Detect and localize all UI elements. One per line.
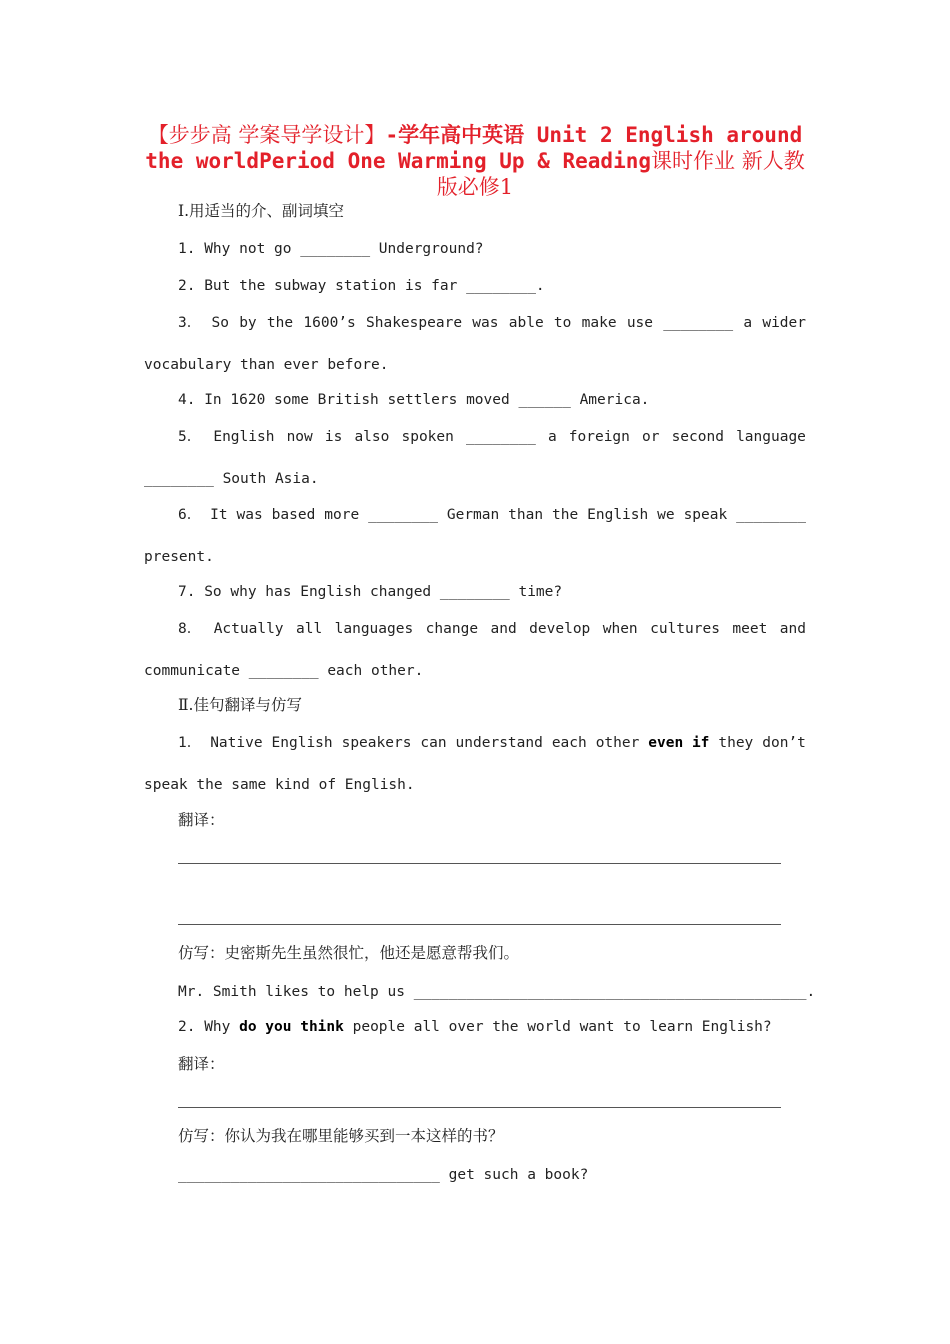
word: able — [508, 315, 544, 331]
word: the — [552, 507, 579, 523]
word: was — [472, 315, 499, 331]
word: spoken — [401, 429, 454, 445]
word: a — [743, 315, 753, 331]
word: languages — [334, 621, 414, 637]
word: wider — [762, 315, 806, 331]
word: also — [354, 429, 390, 445]
word: 1600’s — [303, 315, 356, 331]
answer-line — [178, 863, 781, 864]
word: Actually — [213, 621, 284, 637]
word: English — [587, 507, 649, 523]
question-1: 1. Why not go ________ Underground? — [178, 241, 484, 257]
question-8-line-1 — [178, 619, 806, 639]
word: language — [736, 429, 806, 445]
imitate-prompt-1: 仿写：史密斯先生虽然很忙，他还是愿意帮我们。 — [178, 944, 520, 962]
word: make — [581, 315, 617, 331]
word: foreign — [568, 429, 630, 445]
word: more — [324, 507, 360, 523]
question-3-line-2: vocabulary than ever before. — [144, 357, 389, 373]
sentence-2-post: people all over the world want to learn English? — [343, 1019, 772, 1035]
question-3-line-1 — [178, 313, 806, 333]
word: 8． — [178, 621, 202, 637]
question-6-line-2: present. — [144, 549, 214, 565]
word: now — [286, 429, 313, 445]
word: 1． — [178, 735, 202, 751]
word: and — [779, 621, 806, 637]
word: 5． — [178, 429, 202, 445]
word: by — [239, 315, 257, 331]
imitate-answer-2: ______________________________ get such a book? — [178, 1167, 589, 1183]
word: or — [642, 429, 660, 445]
word: 3． — [178, 315, 202, 331]
question-5-line-1 — [178, 427, 806, 447]
word: than — [508, 507, 544, 523]
word: a — [547, 429, 557, 445]
word: all — [295, 621, 323, 637]
question-2: 2. But the subway station is far ________. — [178, 278, 545, 294]
sentence-1-line-1 — [178, 733, 806, 753]
sentence-2 — [178, 1017, 772, 1037]
word: each — [551, 735, 587, 751]
word: use — [626, 315, 654, 331]
word: based — [271, 507, 316, 523]
bold-phrase: even if — [648, 735, 710, 751]
imitate-prompt-2: 仿写：你认为我在哪里能够买到一本这样的书？ — [178, 1127, 504, 1145]
title-part-2: -学年高中英语 Unit 2 English around the worldPeriod One Warming Up & Reading — [145, 123, 803, 173]
word: don’t — [762, 735, 806, 751]
document-title — [140, 122, 810, 200]
word: English — [271, 735, 333, 751]
word: speakers — [341, 735, 412, 751]
translate-label-1: 翻译： — [178, 811, 225, 829]
word: develop — [529, 621, 591, 637]
word: was — [236, 507, 263, 523]
sentence-1-line-2: speak the same kind of English. — [144, 777, 415, 793]
word: can — [420, 735, 447, 751]
word: Native — [210, 735, 263, 751]
blank: ________ — [465, 429, 536, 445]
word: is — [324, 429, 343, 445]
word: cultures — [650, 621, 720, 637]
word: they — [718, 735, 754, 751]
word: 6． — [178, 507, 202, 523]
word: when — [602, 621, 638, 637]
bold-phrase: do you think — [239, 1019, 344, 1035]
word: understand — [455, 735, 543, 751]
word: So — [211, 315, 229, 331]
title-part-1: 【步步高 学案导学设计】 — [147, 123, 386, 147]
word: and — [490, 621, 517, 637]
word: second — [671, 429, 724, 445]
word: German — [446, 507, 500, 523]
word: speak — [683, 507, 728, 523]
question-7: 7. So why has English changed ________ time? — [178, 584, 563, 600]
blank: ________ — [368, 507, 438, 523]
blank: ________ — [736, 507, 806, 523]
translate-label-2: 翻译： — [178, 1055, 225, 1073]
question-6-line-1 — [178, 505, 806, 525]
question-8-line-2: communicate ________ each other. — [144, 663, 424, 679]
title-part-3: 课时作业 新人教版必修1 — [436, 149, 805, 199]
word: other — [595, 735, 640, 751]
word: meet — [732, 621, 768, 637]
blank: ________ — [663, 315, 734, 331]
section1-heading: Ⅰ.用适当的介、副词填空 — [178, 202, 345, 220]
imitate-answer-1: Mr. Smith likes to help us _____________________________________________. — [178, 984, 816, 1000]
word: we — [657, 507, 675, 523]
word: Shakespeare — [366, 315, 463, 331]
question-5-line-2: ________ South Asia. — [144, 471, 319, 487]
word: It — [210, 507, 228, 523]
answer-line — [178, 1107, 781, 1108]
answer-line — [178, 924, 781, 925]
word: English — [213, 429, 275, 445]
question-4: 4. In 1620 some British settlers moved ______ America. — [178, 392, 650, 408]
word: change — [425, 621, 479, 637]
word: the — [266, 315, 294, 331]
sentence-2-pre: 2. Why — [178, 1019, 240, 1035]
word: to — [553, 315, 572, 331]
section2-heading: Ⅱ.佳句翻译与仿写 — [178, 696, 302, 714]
